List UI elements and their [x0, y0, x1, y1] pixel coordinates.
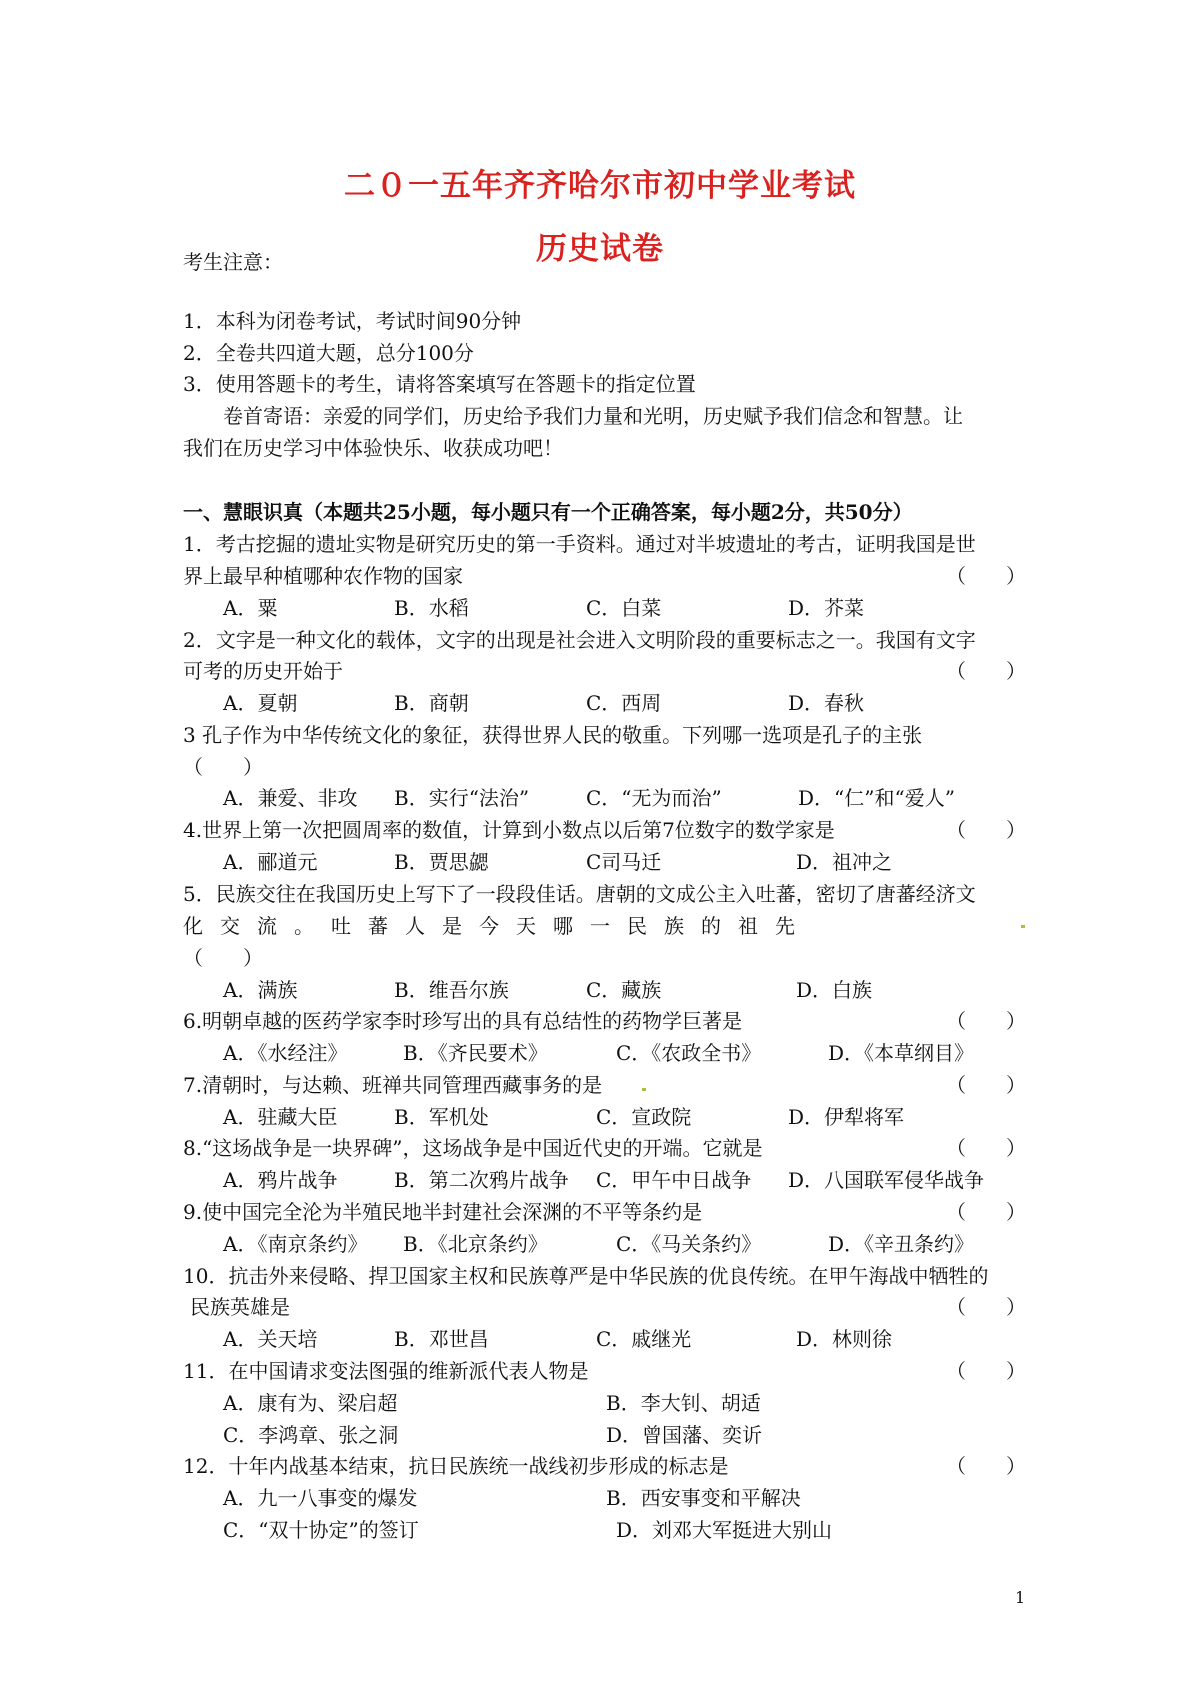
option-c: C．“无为而治” — [586, 786, 722, 810]
option-d: D．曾国藩、奕䜣 — [606, 1423, 763, 1447]
option-d: D．祖冲之 — [796, 850, 893, 874]
answer-paren: （ ） — [946, 1454, 1026, 1478]
answer-paren: （ ） — [946, 659, 1026, 683]
exam-title: 二０一五年齐齐哈尔市初中学业考试 — [344, 168, 856, 204]
question-text: 9.使中国完全沦为半殖民地半封建社会深渊的不平等条约是 — [183, 1200, 703, 1224]
question-text: 10．抗击外来侵略、捍卫国家主权和民族尊严是中华民族的优良传统。在甲午海战中牺牲的 — [183, 1264, 989, 1288]
answer-paren: （ ） — [946, 1200, 1026, 1224]
option-c: C．甲午中日战争 — [596, 1168, 752, 1192]
option-b: B．《北京条约》 — [403, 1232, 548, 1256]
option-d: D．芥菜 — [788, 596, 865, 620]
question-text: 11．在中国请求变法图强的维新派代表人物是 — [183, 1359, 589, 1383]
option-c: C司马迁 — [586, 850, 662, 874]
option-d: D．“仁”和“爱人” — [798, 786, 955, 810]
notice-heading: 考生注意： — [183, 250, 283, 274]
option-a: A．兼爱、非攻 — [223, 786, 358, 810]
option-d: D．白族 — [796, 978, 873, 1002]
option-d: D．春秋 — [788, 691, 865, 715]
question-text: 化交流。吐蕃人是今天哪一民族的祖先 — [183, 914, 812, 938]
question-text: 6.明朝卓越的医药学家李时珍写出的具有总结性的药物学巨著是 — [183, 1009, 743, 1033]
answer-paren: （ ） — [946, 1009, 1026, 1033]
answer-paren: （ ） — [183, 946, 263, 970]
question-text: 民族英雄是 — [190, 1295, 290, 1319]
option-b: B．商朝 — [394, 691, 469, 715]
question-text: 8.“这场战争是一块界碑”，这场战争是中国近代史的开端。它就是 — [183, 1136, 763, 1160]
option-b: B．水稻 — [394, 596, 469, 620]
option-d: D．刘邓大军挺进大别山 — [616, 1518, 833, 1542]
answer-paren: （ ） — [946, 1073, 1026, 1097]
option-a: A．关天培 — [223, 1327, 318, 1351]
notice-item: 1．本科为闭卷考试，考试时间90分钟 — [183, 309, 522, 333]
motto-line: 我们在历史学习中体验快乐、收获成功吧！ — [183, 436, 563, 460]
option-b: B．军机处 — [394, 1105, 489, 1129]
option-d: D．八国联军侵华战争 — [788, 1168, 985, 1192]
question-text: 1．考古挖掘的遗址实物是研究历史的第一手资料。通过对半坡遗址的考古，证明我国是世 — [183, 532, 976, 556]
option-c: C．李鸿章、张之洞 — [223, 1423, 399, 1447]
answer-paren: （ ） — [946, 1136, 1026, 1160]
question-text: 7.清朝时，与达赖、班禅共同管理西藏事务的是 — [183, 1073, 603, 1097]
option-b: B．《齐民要术》 — [403, 1041, 548, 1065]
option-a: A．康有为、梁启超 — [223, 1391, 398, 1415]
question-text: 可考的历史开始于 — [183, 659, 343, 683]
exam-subtitle: 历史试卷 — [536, 231, 664, 267]
option-b: B．西安事变和平解决 — [606, 1486, 801, 1510]
option-c: C．《马关条约》 — [616, 1232, 762, 1256]
option-c: C．白菜 — [586, 596, 662, 620]
option-a: A．粟 — [223, 596, 278, 620]
option-b: B．维吾尔族 — [394, 978, 509, 1002]
option-a: A．夏朝 — [223, 691, 298, 715]
scan-mark — [1021, 925, 1025, 928]
answer-paren: （ ） — [946, 1295, 1026, 1319]
option-a: A．九一八事变的爆发 — [223, 1486, 418, 1510]
option-b: B．第二次鸦片战争 — [394, 1168, 569, 1192]
option-a: A．驻藏大臣 — [223, 1105, 338, 1129]
option-b: B．实行“法治” — [394, 786, 530, 810]
scan-mark — [642, 1088, 646, 1091]
question-text: 2．文字是一种文化的载体，文字的出现是社会进入文明阶段的重要标志之一。我国有文字 — [183, 628, 976, 652]
option-b: B．邓世昌 — [394, 1327, 489, 1351]
option-c: C．西周 — [586, 691, 662, 715]
option-c: C．“双十协定”的签订 — [223, 1518, 419, 1542]
answer-paren: （ ） — [946, 1359, 1026, 1383]
answer-paren: （ ） — [946, 818, 1026, 842]
notice-item: 2．全卷共四道大题，总分100分 — [183, 341, 474, 365]
option-d: D．《本草纲目》 — [828, 1041, 975, 1065]
option-a: A．《南京条约》 — [223, 1232, 368, 1256]
option-d: D．伊犁将军 — [788, 1105, 905, 1129]
option-d: D．林则徐 — [796, 1327, 893, 1351]
option-c: C．戚继光 — [596, 1327, 692, 1351]
option-c: C．藏族 — [586, 978, 662, 1002]
page-number: 1 — [1015, 1588, 1026, 1607]
option-c: C．宣政院 — [596, 1105, 692, 1129]
question-text: 3 孔子作为中华传统文化的象征，获得世界人民的敬重。下列哪一选项是孔子的主张 — [183, 723, 923, 747]
option-a: A．满族 — [223, 978, 298, 1002]
option-b: B．李大钊、胡适 — [606, 1391, 761, 1415]
notice-item: 3．使用答题卡的考生，请将答案填写在答题卡的指定位置 — [183, 372, 696, 396]
option-a: A．《水经注》 — [223, 1041, 348, 1065]
answer-paren: （ ） — [946, 564, 1026, 588]
answer-paren: （ ） — [183, 755, 263, 779]
option-d: D．《辛丑条约》 — [828, 1232, 975, 1256]
option-c: C．《农政全书》 — [616, 1041, 762, 1065]
question-text: 4.世界上第一次把圆周率的数值，计算到小数点以后第7位数字的数学家是 — [183, 818, 835, 842]
section-heading: 一、慧眼识真（本题共25小题，每小题只有一个正确答案，每小题2分，共50分） — [183, 500, 913, 524]
option-b: B．贾思勰 — [394, 850, 489, 874]
option-a: A．郦道元 — [223, 850, 318, 874]
question-text: 5．民族交往在我国历史上写下了一段段佳话。唐朝的文成公主入吐蕃，密切了唐蕃经济文 — [183, 882, 976, 906]
question-text: 界上最早种植哪种农作物的国家 — [183, 564, 463, 588]
motto-line: 卷首寄语：亲爱的同学们，历史给予我们力量和光明，历史赋予我们信念和智慧。让 — [223, 404, 963, 428]
option-a: A．鸦片战争 — [223, 1168, 338, 1192]
question-text: 12．十年内战基本结束，抗日民族统一战线初步形成的标志是 — [183, 1454, 729, 1478]
